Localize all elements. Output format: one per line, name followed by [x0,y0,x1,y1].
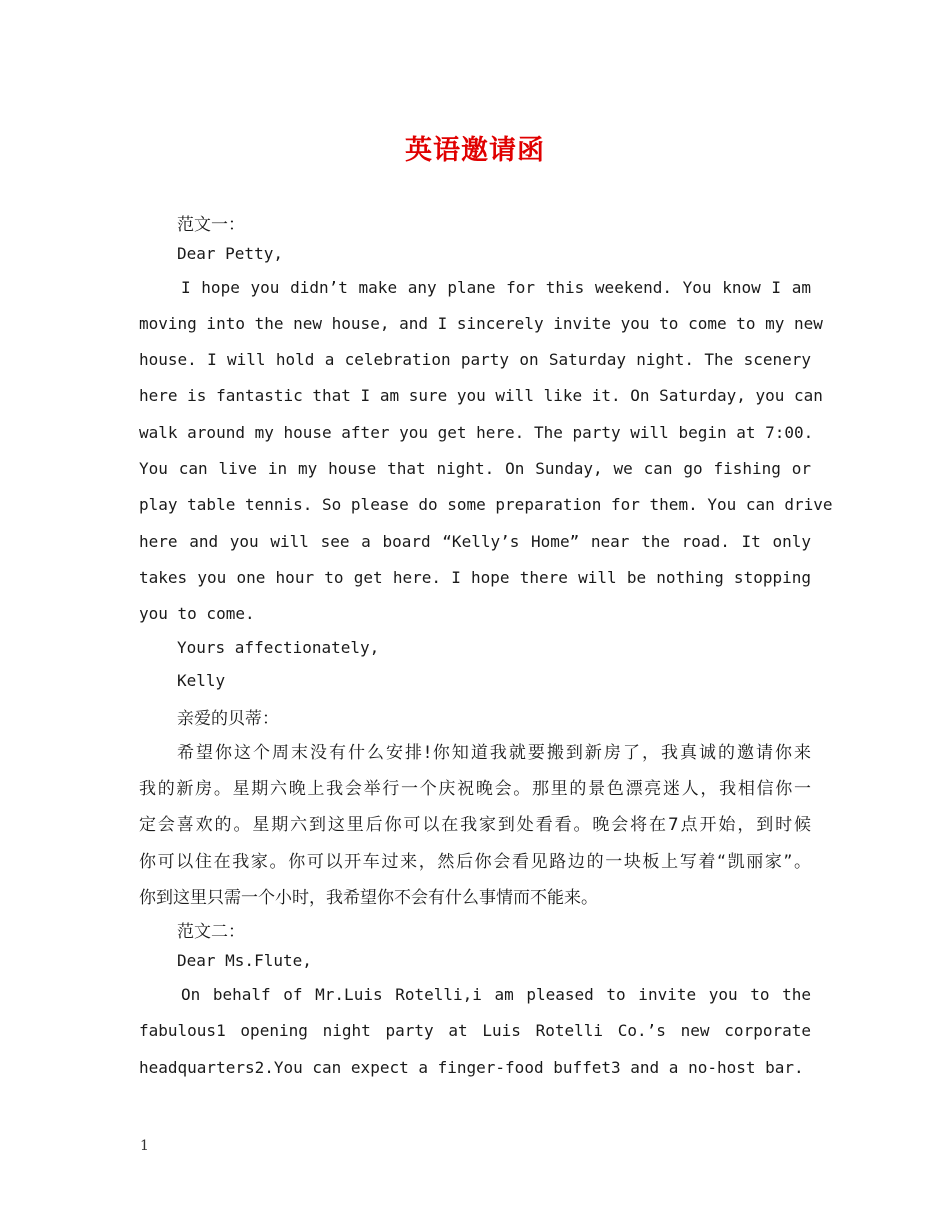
letter1-line: here and you will see a board “Kelly’s Home” near the road. It only [139,532,811,551]
letter2-line: fabulous1 opening night party at Luis Rotelli Co.’s new corporate [139,1021,811,1040]
letter1-signature: Kelly [177,671,226,690]
sample1-heading: 范文一： [177,215,245,235]
letter1-line: you to come. [139,604,255,623]
letter1-line: walk around my house after you get here. The party will begin at 7:00. [139,423,814,442]
letter1-closing: Yours affectionately, [177,638,380,657]
letter1-line: I hope you didn’t make any plane for this weekend. You know I am [181,278,811,297]
translation1-greeting: 亲爱的贝蒂： [177,709,279,729]
letter1-line: You can live in my house that night. On Sunday, we can go fishing or [139,459,811,478]
letter1-line: here is fantastic that I am sure you will like it. On Saturday, you can [139,386,823,405]
letter1-line: moving into the new house, and I sincerely invite you to come to my new [139,314,823,333]
translation1-line: 定会喜欢的。星期六到这里后你可以在我家到处看看。晚会将在7点开始，到时候 [139,815,811,835]
translation1-line: 希望你这个周末没有什么安排!你知道我就要搬到新房了，我真诚的邀请你来 [177,743,811,763]
page-number: 1 [140,1138,149,1154]
letter1-line: takes you one hour to get here. I hope there will be nothing stopping [139,568,811,587]
translation1-line: 你到这里只需一个小时，我希望你不会有什么事情而不能来。 [139,888,598,908]
letter1-line: play table tennis. So please do some preparation for them. You can drive [139,495,833,514]
letter2-greeting: Dear Ms.Flute, [177,951,312,970]
letter1-line: house. I will hold a celebration party on Saturday night. The scenery [139,350,811,369]
translation1-line: 我的新房。星期六晚上我会举行一个庆祝晚会。那里的景色漂亮迷人，我相信你一 [139,779,811,799]
document-title: 英语邀请函 [405,135,545,166]
sample2-heading: 范文二： [177,922,245,942]
letter2-line: headquarters2.You can expect a finger-food buffet3 and a no-host bar. [139,1058,804,1077]
letter2-line: On behalf of Mr.Luis Rotelli,i am pleased to invite you to the [181,985,811,1004]
translation1-line: 你可以住在我家。你可以开车过来，然后你会看见路边的一块板上写着“凯丽家”。 [139,852,811,872]
letter1-greeting: Dear Petty, [177,244,283,263]
